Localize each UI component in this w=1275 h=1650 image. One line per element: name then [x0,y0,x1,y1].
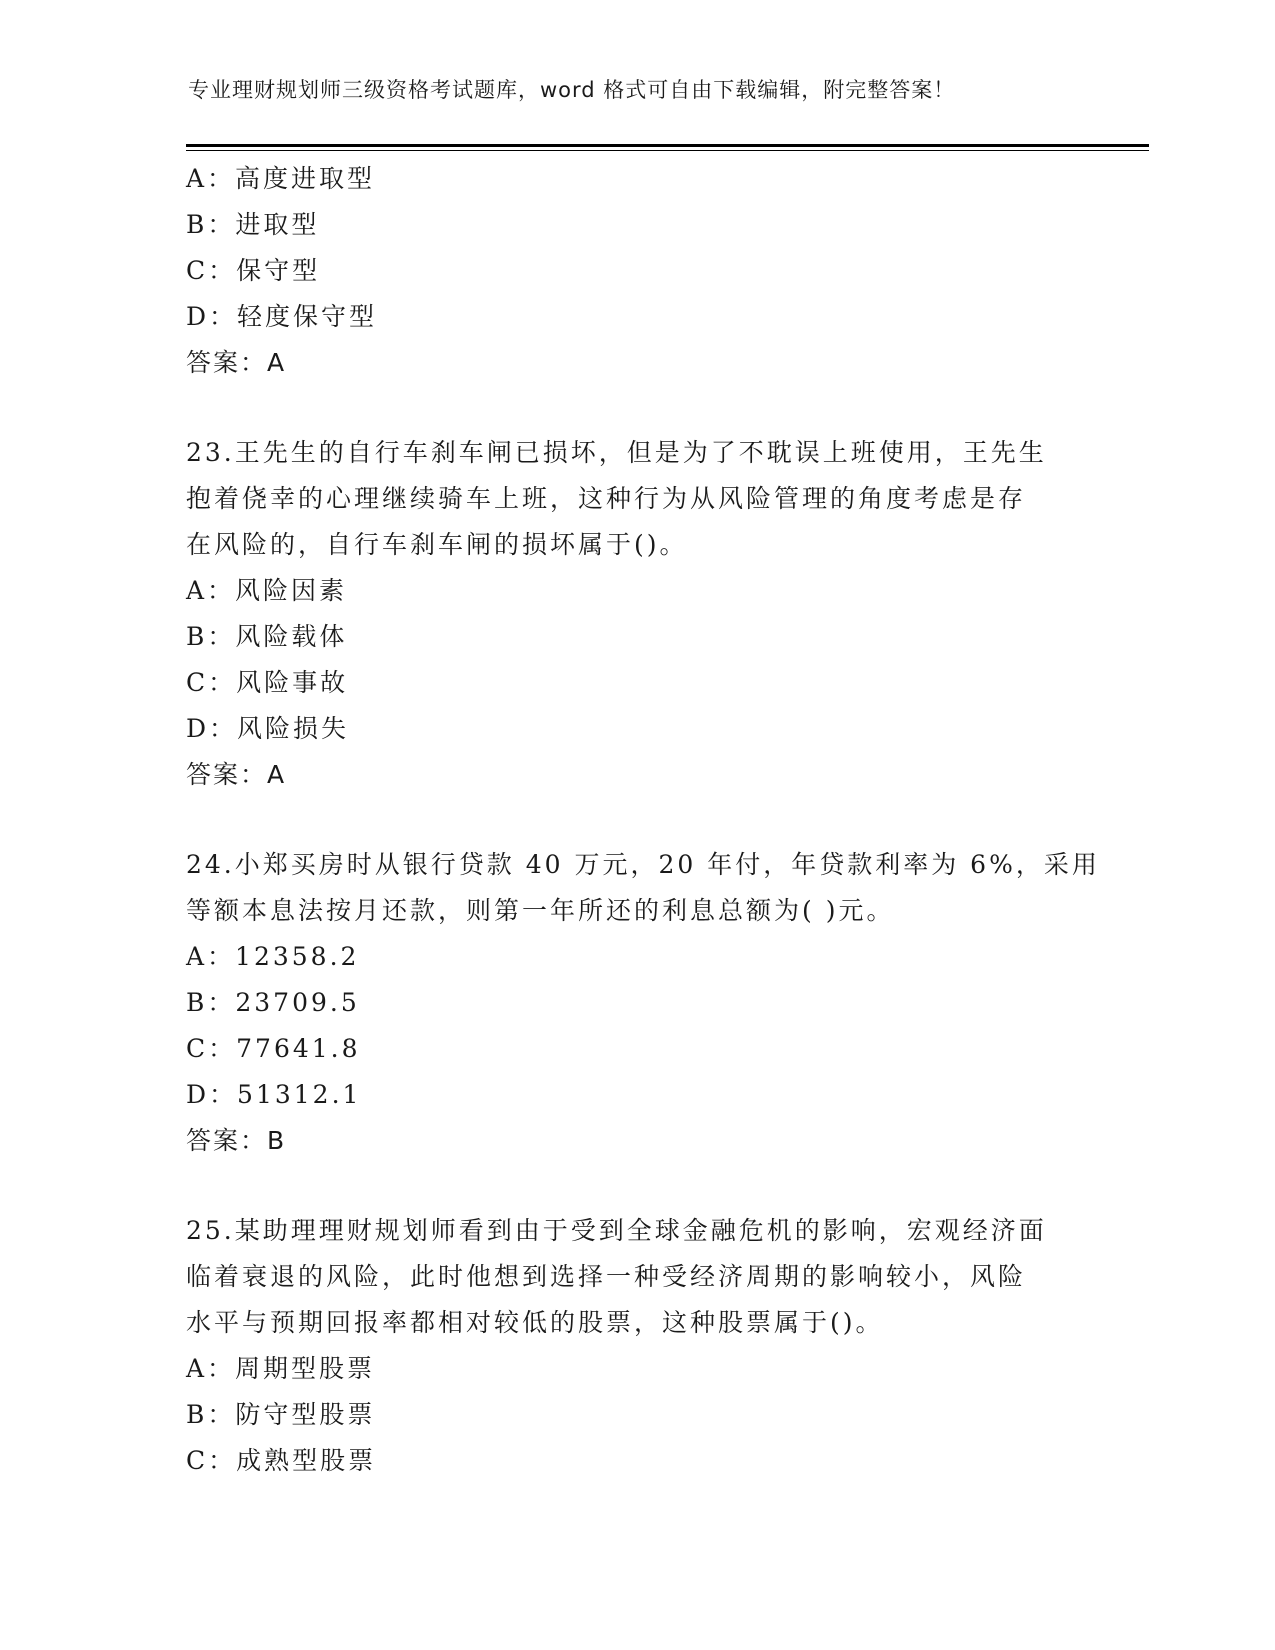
option-d: D：51312.1 [186,1080,362,1109]
question-25 [186,1208,1086,1484]
question-stem-line: 23.王先生的自行车刹车闸已损坏，但是为了不耽误上班使用，王先生 [186,438,1047,467]
option-c: C：77641.8 [186,1034,361,1063]
question-stem-line: 在风险的，自行车刹车闸的损坏属于()。 [186,530,688,559]
option-d: D：轻度保守型 [186,302,378,331]
question-24 [186,842,1100,1164]
question-23 [186,430,1086,798]
page-header: 专业理财规划师三级资格考试题库，word 格式可自由下载编辑，附完整答案！ [188,78,956,102]
answer-line: 答案：B [186,1126,287,1155]
option-a: A：高度进取型 [186,164,376,193]
question-stem-line: 抱着侥幸的心理继续骑车上班，这种行为从风险管理的角度考虑是存 [186,484,1027,513]
option-d: D：风险损失 [186,714,350,743]
question-stem-line: 临着衰退的风险，此时他想到选择一种受经济周期的影响较小，风险 [186,1262,1027,1291]
question-stem-line: 等额本息法按月还款，则第一年所还的利息总额为( )元。 [186,896,895,925]
answer-line: 答案：A [186,760,287,789]
header-rule-thick [186,144,1149,147]
question-content [186,156,1100,1484]
option-c: C：成熟型股票 [186,1446,377,1475]
option-a: A：周期型股票 [186,1354,376,1383]
spacer [186,1164,1086,1208]
spacer [186,798,1086,842]
question-stem-line: 24.小郑买房时从银行贷款 40 万元，20 年付，年贷款利率为 6%，采用 [186,850,1100,879]
answer-line: 答案：A [186,348,287,377]
option-c: C：风险事故 [186,668,349,697]
option-a: A：12358.2 [186,942,360,971]
spacer [186,386,1086,430]
option-b: B：进取型 [186,210,320,239]
option-b: B：防守型股票 [186,1400,376,1429]
option-b: B：风险载体 [186,622,348,651]
option-a: A：风险因素 [186,576,348,605]
question-stem-line: 水平与预期回报率都相对较低的股票，这种股票属于()。 [186,1308,884,1337]
header-rule-thin [186,150,1149,151]
question-22 [186,156,1086,386]
option-b: B：23709.5 [186,988,360,1017]
question-stem-line: 25.某助理理财规划师看到由于受到全球金融危机的影响，宏观经济面 [186,1216,1047,1245]
option-c: C：保守型 [186,256,321,285]
